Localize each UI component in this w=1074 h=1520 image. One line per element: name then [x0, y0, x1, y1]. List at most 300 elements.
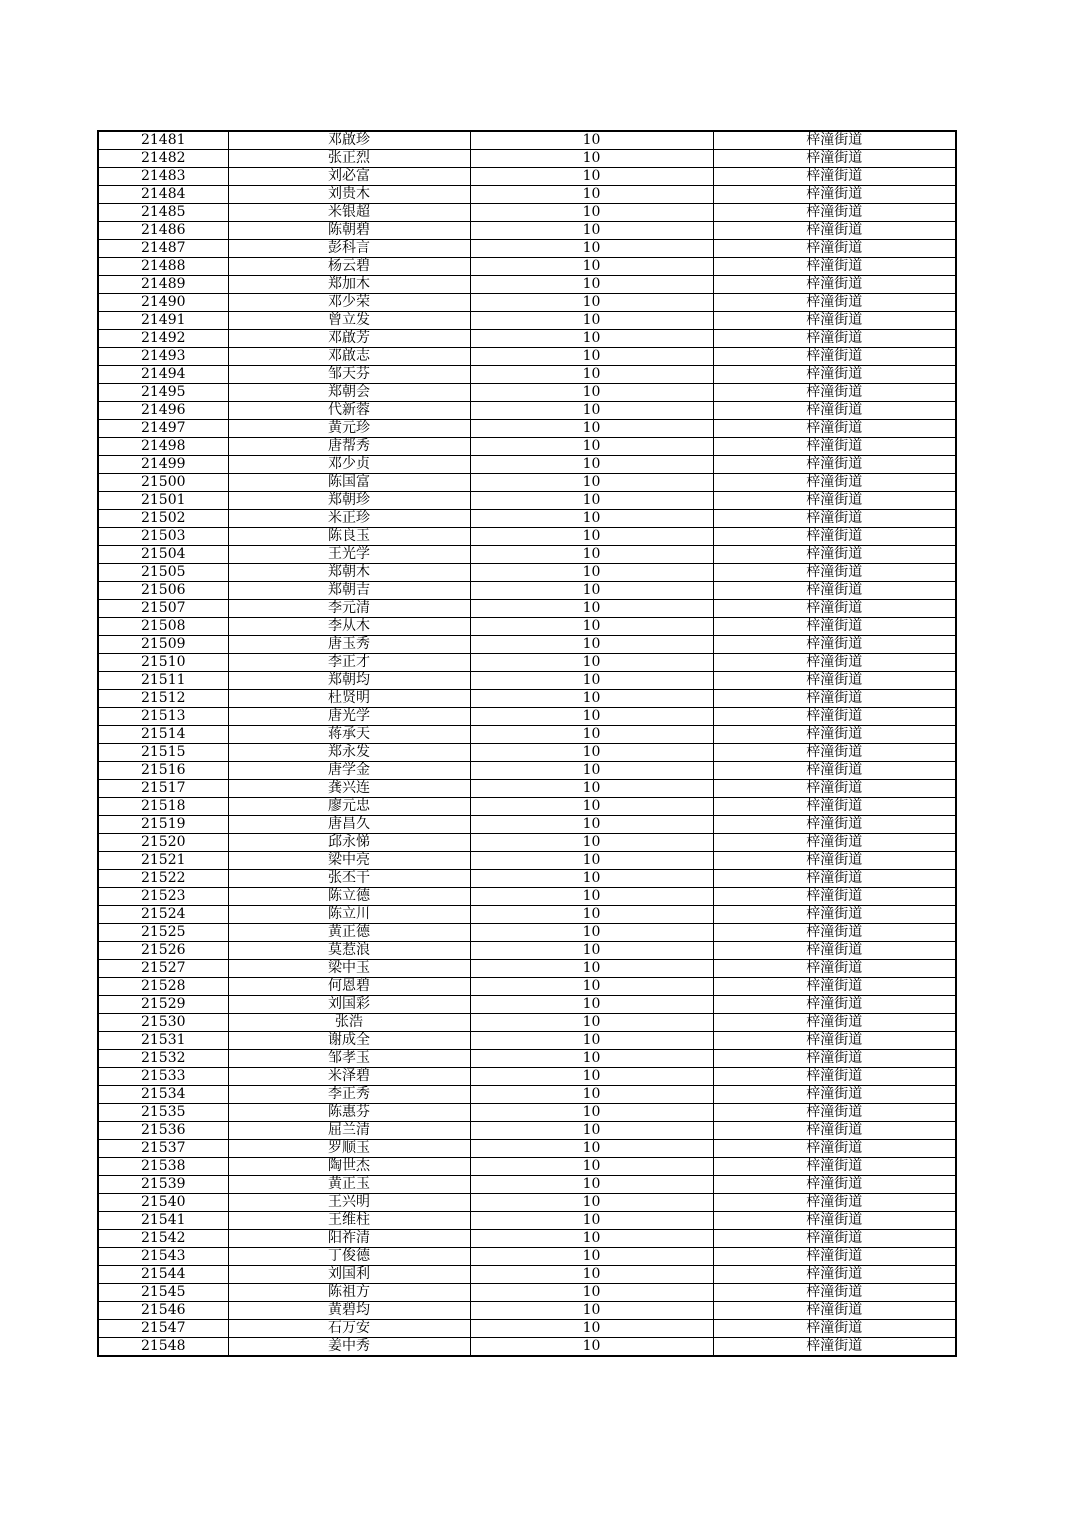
table-row [98, 168, 956, 186]
amount-cell: 10 [470, 366, 713, 384]
table-row [98, 1302, 956, 1320]
row-number-cell: 21510 [98, 654, 228, 672]
name-cell: 陈祖方 [228, 1284, 470, 1302]
table-row [98, 204, 956, 222]
row-number-cell: 21506 [98, 582, 228, 600]
row-number-cell: 21512 [98, 690, 228, 708]
amount-cell: 10 [470, 978, 713, 996]
amount-cell: 10 [470, 438, 713, 456]
amount-cell: 10 [470, 906, 713, 924]
name-cell: 曾立发 [228, 312, 470, 330]
name-cell: 梁中玉 [228, 960, 470, 978]
table-row [98, 1194, 956, 1212]
amount-cell: 10 [470, 1104, 713, 1122]
table-row [98, 1266, 956, 1284]
amount-cell: 10 [470, 816, 713, 834]
name-cell: 米泽碧 [228, 1068, 470, 1086]
amount-cell: 10 [470, 168, 713, 186]
street-cell: 梓潼街道 [713, 402, 956, 420]
table-row [98, 888, 956, 906]
street-cell: 梓潼街道 [713, 942, 956, 960]
row-number-cell: 21526 [98, 942, 228, 960]
row-number-cell: 21483 [98, 168, 228, 186]
table-row [98, 1248, 956, 1266]
row-number-cell: 21536 [98, 1122, 228, 1140]
street-cell: 梓潼街道 [713, 636, 956, 654]
table-row [98, 1086, 956, 1104]
table-row [98, 708, 956, 726]
street-cell: 梓潼街道 [713, 1050, 956, 1068]
street-cell: 梓潼街道 [713, 924, 956, 942]
amount-cell: 10 [470, 852, 713, 870]
amount-cell: 10 [470, 528, 713, 546]
name-cell: 代新蓉 [228, 402, 470, 420]
row-number-cell: 21507 [98, 600, 228, 618]
street-cell: 梓潼街道 [713, 1104, 956, 1122]
row-number-cell: 21491 [98, 312, 228, 330]
table-row [98, 978, 956, 996]
row-number-cell: 21486 [98, 222, 228, 240]
name-cell: 唐昌久 [228, 816, 470, 834]
street-cell: 梓潼街道 [713, 816, 956, 834]
table-row [98, 564, 956, 582]
table-row [98, 456, 956, 474]
name-cell: 龚兴连 [228, 780, 470, 798]
amount-cell: 10 [470, 1338, 713, 1357]
name-cell: 唐光学 [228, 708, 470, 726]
name-cell: 杜贤明 [228, 690, 470, 708]
table-row [98, 870, 956, 888]
row-number-cell: 21546 [98, 1302, 228, 1320]
amount-cell: 10 [470, 348, 713, 366]
row-number-cell: 21537 [98, 1140, 228, 1158]
table-row [98, 402, 956, 420]
table-row [98, 1230, 956, 1248]
name-cell: 李从木 [228, 618, 470, 636]
street-cell: 梓潼街道 [713, 1032, 956, 1050]
row-number-cell: 21508 [98, 618, 228, 636]
street-cell: 梓潼街道 [713, 888, 956, 906]
name-cell: 唐玉秀 [228, 636, 470, 654]
name-cell: 陈立川 [228, 906, 470, 924]
street-cell: 梓潼街道 [713, 474, 956, 492]
street-cell: 梓潼街道 [713, 258, 956, 276]
name-cell: 杨云碧 [228, 258, 470, 276]
row-number-cell: 21487 [98, 240, 228, 258]
street-cell: 梓潼街道 [713, 510, 956, 528]
row-number-cell: 21533 [98, 1068, 228, 1086]
amount-cell: 10 [470, 276, 713, 294]
row-number-cell: 21498 [98, 438, 228, 456]
street-cell: 梓潼街道 [713, 276, 956, 294]
amount-cell: 10 [470, 870, 713, 888]
amount-cell: 10 [470, 240, 713, 258]
row-number-cell: 21544 [98, 1266, 228, 1284]
street-cell: 梓潼街道 [713, 1266, 956, 1284]
amount-cell: 10 [470, 690, 713, 708]
street-cell: 梓潼街道 [713, 492, 956, 510]
name-cell: 屈兰清 [228, 1122, 470, 1140]
street-cell: 梓潼街道 [713, 870, 956, 888]
table-row [98, 726, 956, 744]
amount-cell: 10 [470, 384, 713, 402]
row-number-cell: 21529 [98, 996, 228, 1014]
table-row [98, 330, 956, 348]
amount-cell: 10 [470, 582, 713, 600]
name-cell: 陈立德 [228, 888, 470, 906]
name-cell: 刘必富 [228, 168, 470, 186]
street-cell: 梓潼街道 [713, 672, 956, 690]
table-row [98, 1050, 956, 1068]
street-cell: 梓潼街道 [713, 1194, 956, 1212]
table-row [98, 1140, 956, 1158]
name-cell: 廖元忠 [228, 798, 470, 816]
row-number-cell: 21534 [98, 1086, 228, 1104]
name-cell: 黄正德 [228, 924, 470, 942]
table-row [98, 384, 956, 402]
row-number-cell: 21481 [98, 131, 228, 150]
street-cell: 梓潼街道 [713, 798, 956, 816]
street-cell: 梓潼街道 [713, 1212, 956, 1230]
amount-cell: 10 [470, 1212, 713, 1230]
table-row [98, 1338, 956, 1357]
name-cell: 邓啟志 [228, 348, 470, 366]
street-cell: 梓潼街道 [713, 960, 956, 978]
row-number-cell: 21548 [98, 1338, 228, 1357]
name-cell: 黄元珍 [228, 420, 470, 438]
amount-cell: 10 [470, 618, 713, 636]
street-cell: 梓潼街道 [713, 780, 956, 798]
street-cell: 梓潼街道 [713, 528, 956, 546]
name-cell: 邓啟珍 [228, 131, 470, 150]
row-number-cell: 21516 [98, 762, 228, 780]
name-cell: 张丕干 [228, 870, 470, 888]
amount-cell: 10 [470, 1320, 713, 1338]
amount-cell: 10 [470, 492, 713, 510]
amount-cell: 10 [470, 708, 713, 726]
table-row [98, 672, 956, 690]
row-number-cell: 21543 [98, 1248, 228, 1266]
row-number-cell: 21545 [98, 1284, 228, 1302]
amount-cell: 10 [470, 402, 713, 420]
row-number-cell: 21514 [98, 726, 228, 744]
amount-cell: 10 [470, 1122, 713, 1140]
row-number-cell: 21509 [98, 636, 228, 654]
street-cell: 梓潼街道 [713, 294, 956, 312]
table-row [98, 762, 956, 780]
name-cell: 郑永发 [228, 744, 470, 762]
street-cell: 梓潼街道 [713, 1176, 956, 1194]
amount-cell: 10 [470, 510, 713, 528]
table-row [98, 1104, 956, 1122]
name-cell: 郑朝吉 [228, 582, 470, 600]
row-number-cell: 21490 [98, 294, 228, 312]
street-cell: 梓潼街道 [713, 852, 956, 870]
street-cell: 梓潼街道 [713, 744, 956, 762]
name-cell: 张正烈 [228, 150, 470, 168]
table-row [98, 1284, 956, 1302]
name-cell: 陶世杰 [228, 1158, 470, 1176]
row-number-cell: 21524 [98, 906, 228, 924]
table-row [98, 222, 956, 240]
name-cell: 李元清 [228, 600, 470, 618]
name-cell: 何恩碧 [228, 978, 470, 996]
street-cell: 梓潼街道 [713, 708, 956, 726]
row-number-cell: 21525 [98, 924, 228, 942]
name-cell: 姜中秀 [228, 1338, 470, 1357]
row-number-cell: 21499 [98, 456, 228, 474]
row-number-cell: 21539 [98, 1176, 228, 1194]
table-row [98, 1014, 956, 1032]
street-cell: 梓潼街道 [713, 1140, 956, 1158]
amount-cell: 10 [470, 258, 713, 276]
table-row [98, 996, 956, 1014]
row-number-cell: 21547 [98, 1320, 228, 1338]
name-cell: 邓少荣 [228, 294, 470, 312]
street-cell: 梓潼街道 [713, 996, 956, 1014]
street-cell: 梓潼街道 [713, 222, 956, 240]
name-cell: 黄正玉 [228, 1176, 470, 1194]
street-cell: 梓潼街道 [713, 240, 956, 258]
row-number-cell: 21501 [98, 492, 228, 510]
amount-cell: 10 [470, 1230, 713, 1248]
amount-cell: 10 [470, 600, 713, 618]
row-number-cell: 21494 [98, 366, 228, 384]
name-cell: 郑朝会 [228, 384, 470, 402]
street-cell: 梓潼街道 [713, 420, 956, 438]
amount-cell: 10 [470, 1284, 713, 1302]
name-cell: 李正秀 [228, 1086, 470, 1104]
name-cell: 陈惠芬 [228, 1104, 470, 1122]
row-number-cell: 21503 [98, 528, 228, 546]
amount-cell: 10 [470, 672, 713, 690]
row-number-cell: 21521 [98, 852, 228, 870]
name-cell: 唐帮秀 [228, 438, 470, 456]
row-number-cell: 21488 [98, 258, 228, 276]
name-cell: 罗顺玉 [228, 1140, 470, 1158]
name-cell: 王光学 [228, 546, 470, 564]
name-cell: 阳祚清 [228, 1230, 470, 1248]
amount-cell: 10 [470, 1086, 713, 1104]
row-number-cell: 21492 [98, 330, 228, 348]
row-number-cell: 21493 [98, 348, 228, 366]
table-row [98, 348, 956, 366]
table-row [98, 1158, 956, 1176]
name-cell: 邓少贞 [228, 456, 470, 474]
row-number-cell: 21528 [98, 978, 228, 996]
table-row [98, 258, 956, 276]
table-row [98, 276, 956, 294]
street-cell: 梓潼街道 [713, 1338, 956, 1357]
name-cell: 王维柱 [228, 1212, 470, 1230]
name-cell: 邹孝玉 [228, 1050, 470, 1068]
street-cell: 梓潼街道 [713, 1014, 956, 1032]
row-number-cell: 21497 [98, 420, 228, 438]
table-row [98, 528, 956, 546]
name-cell: 邹天芬 [228, 366, 470, 384]
street-cell: 梓潼街道 [713, 186, 956, 204]
table-row [98, 780, 956, 798]
row-number-cell: 21522 [98, 870, 228, 888]
row-number-cell: 21495 [98, 384, 228, 402]
street-cell: 梓潼街道 [713, 1302, 956, 1320]
name-cell: 米正珍 [228, 510, 470, 528]
row-number-cell: 21532 [98, 1050, 228, 1068]
amount-cell: 10 [470, 780, 713, 798]
row-number-cell: 21513 [98, 708, 228, 726]
amount-cell: 10 [470, 420, 713, 438]
amount-cell: 10 [470, 474, 713, 492]
name-cell: 张浩 [228, 1014, 470, 1032]
table-row [98, 510, 956, 528]
row-number-cell: 21531 [98, 1032, 228, 1050]
amount-cell: 10 [470, 762, 713, 780]
street-cell: 梓潼街道 [713, 564, 956, 582]
table-row [98, 366, 956, 384]
table-row [98, 654, 956, 672]
table-body [98, 131, 956, 1356]
street-cell: 梓潼街道 [713, 582, 956, 600]
amount-cell: 10 [470, 888, 713, 906]
table-row [98, 474, 956, 492]
street-cell: 梓潼街道 [713, 600, 956, 618]
street-cell: 梓潼街道 [713, 690, 956, 708]
row-number-cell: 21520 [98, 834, 228, 852]
street-cell: 梓潼街道 [713, 1284, 956, 1302]
table-row [98, 906, 956, 924]
table-row [98, 240, 956, 258]
amount-cell: 10 [470, 960, 713, 978]
amount-cell: 10 [470, 456, 713, 474]
amount-cell: 10 [470, 312, 713, 330]
table-row [98, 1032, 956, 1050]
amount-cell: 10 [470, 1050, 713, 1068]
name-cell: 陈国富 [228, 474, 470, 492]
name-cell: 陈良玉 [228, 528, 470, 546]
amount-cell: 10 [470, 744, 713, 762]
amount-cell: 10 [470, 330, 713, 348]
data-table [97, 130, 957, 1357]
row-number-cell: 21500 [98, 474, 228, 492]
amount-cell: 10 [470, 546, 713, 564]
amount-cell: 10 [470, 1248, 713, 1266]
street-cell: 梓潼街道 [713, 1320, 956, 1338]
amount-cell: 10 [470, 204, 713, 222]
amount-cell: 10 [470, 636, 713, 654]
street-cell: 梓潼街道 [713, 906, 956, 924]
street-cell: 梓潼街道 [713, 150, 956, 168]
street-cell: 梓潼街道 [713, 131, 956, 150]
name-cell: 刘国彩 [228, 996, 470, 1014]
row-number-cell: 21527 [98, 960, 228, 978]
table-row [98, 924, 956, 942]
table-row [98, 492, 956, 510]
row-number-cell: 21504 [98, 546, 228, 564]
amount-cell: 10 [470, 798, 713, 816]
street-cell: 梓潼街道 [713, 762, 956, 780]
street-cell: 梓潼街道 [713, 330, 956, 348]
amount-cell: 10 [470, 1068, 713, 1086]
row-number-cell: 21540 [98, 1194, 228, 1212]
table-row [98, 438, 956, 456]
name-cell: 谢成全 [228, 1032, 470, 1050]
name-cell: 郑加木 [228, 276, 470, 294]
row-number-cell: 21523 [98, 888, 228, 906]
row-number-cell: 21517 [98, 780, 228, 798]
table-row [98, 798, 956, 816]
table-row [98, 1212, 956, 1230]
street-cell: 梓潼街道 [713, 726, 956, 744]
street-cell: 梓潼街道 [713, 384, 956, 402]
row-number-cell: 21542 [98, 1230, 228, 1248]
name-cell: 莫惹浪 [228, 942, 470, 960]
amount-cell: 10 [470, 1014, 713, 1032]
street-cell: 梓潼街道 [713, 348, 956, 366]
table-row [98, 1320, 956, 1338]
row-number-cell: 21496 [98, 402, 228, 420]
name-cell: 刘国利 [228, 1266, 470, 1284]
street-cell: 梓潼街道 [713, 1230, 956, 1248]
amount-cell: 10 [470, 1266, 713, 1284]
amount-cell: 10 [470, 654, 713, 672]
table-row [98, 131, 956, 150]
table-row [98, 1122, 956, 1140]
table-row [98, 582, 956, 600]
row-number-cell: 21541 [98, 1212, 228, 1230]
name-cell: 黄碧均 [228, 1302, 470, 1320]
amount-cell: 10 [470, 1140, 713, 1158]
street-cell: 梓潼街道 [713, 366, 956, 384]
row-number-cell: 21535 [98, 1104, 228, 1122]
amount-cell: 10 [470, 996, 713, 1014]
street-cell: 梓潼街道 [713, 1122, 956, 1140]
table-row [98, 834, 956, 852]
amount-cell: 10 [470, 222, 713, 240]
amount-cell: 10 [470, 564, 713, 582]
street-cell: 梓潼街道 [713, 1086, 956, 1104]
name-cell: 郑朝木 [228, 564, 470, 582]
street-cell: 梓潼街道 [713, 168, 956, 186]
row-number-cell: 21515 [98, 744, 228, 762]
table-row [98, 546, 956, 564]
amount-cell: 10 [470, 834, 713, 852]
amount-cell: 10 [470, 150, 713, 168]
table-row [98, 1068, 956, 1086]
table-row [98, 600, 956, 618]
table-row [98, 636, 956, 654]
street-cell: 梓潼街道 [713, 978, 956, 996]
amount-cell: 10 [470, 1158, 713, 1176]
table-row [98, 816, 956, 834]
name-cell: 郑朝珍 [228, 492, 470, 510]
table-row [98, 420, 956, 438]
name-cell: 邓啟芳 [228, 330, 470, 348]
row-number-cell: 21482 [98, 150, 228, 168]
street-cell: 梓潼街道 [713, 204, 956, 222]
amount-cell: 10 [470, 186, 713, 204]
table-row [98, 294, 956, 312]
name-cell: 丁俊德 [228, 1248, 470, 1266]
street-cell: 梓潼街道 [713, 834, 956, 852]
street-cell: 梓潼街道 [713, 438, 956, 456]
row-number-cell: 21489 [98, 276, 228, 294]
street-cell: 梓潼街道 [713, 1248, 956, 1266]
street-cell: 梓潼街道 [713, 546, 956, 564]
street-cell: 梓潼街道 [713, 312, 956, 330]
street-cell: 梓潼街道 [713, 1158, 956, 1176]
table-row [98, 690, 956, 708]
row-number-cell: 21538 [98, 1158, 228, 1176]
